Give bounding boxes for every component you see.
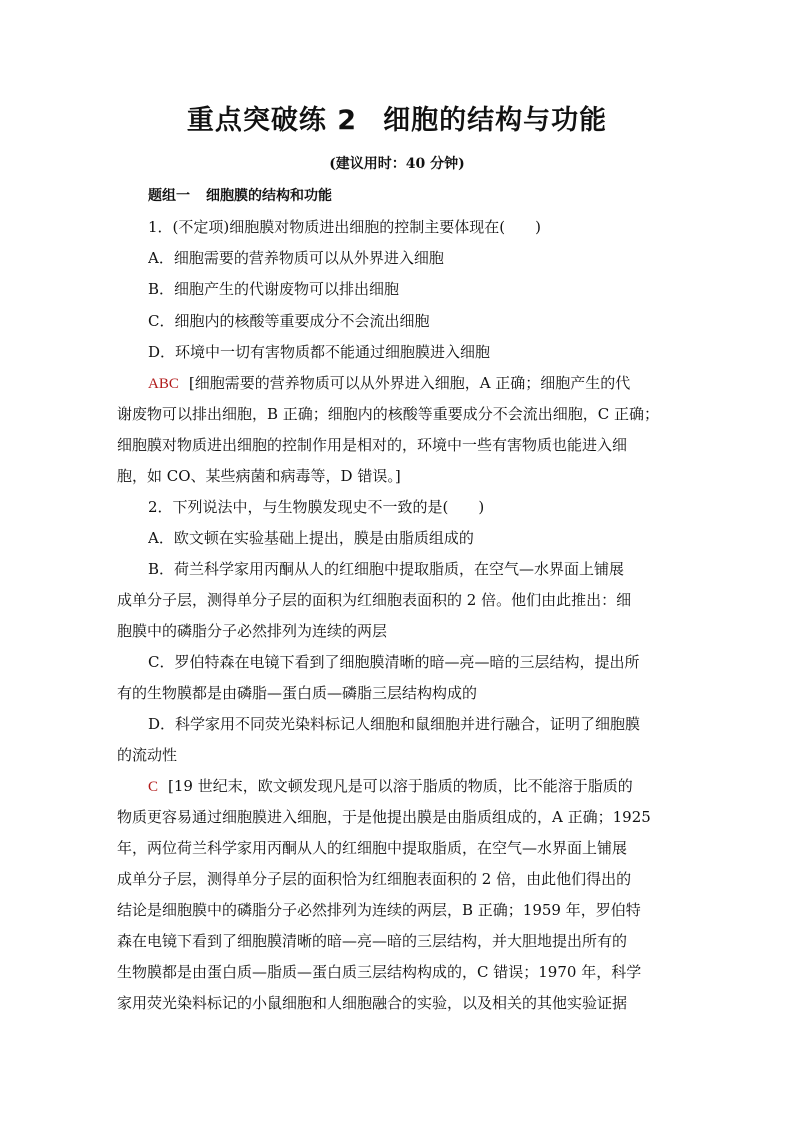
question-2-option-c-line-1: C．罗伯特森在电镜下看到了细胞膜清晰的暗—亮—暗的三层结构，提出所 — [148, 653, 640, 671]
title-part-2: 细胞的结构与功能 — [383, 105, 608, 136]
question-1-stem: 1．(不定项)细胞膜对物质进出细胞的控制主要体现在( ) — [148, 218, 541, 236]
question-1-explanation-line-4: 胞，如 CO、某些病菌和病毒等，D 错误。] — [117, 467, 401, 485]
suggested-time: (建议用时：40 分钟) — [329, 156, 465, 172]
question-2-explanation-line-2: 物质更容易通过细胞膜进入细胞，于是他提出膜是由脂质组成的，A 正确；1925 — [117, 808, 651, 826]
question-2-explanation-line-7: 生物膜都是由蛋白质—脂质—蛋白质三层结构构成的，C 错误；1970 年，科学 — [117, 963, 642, 981]
question-1-answer: ABC — [148, 376, 179, 392]
question-2-explanation-line-1: C [19 世纪末，欧文顿发现凡是可以溶于脂质的物质，比不能溶于脂质的 — [148, 777, 633, 795]
question-1-explanation-line-3: 细胞膜对物质进出细胞的控制作用是相对的，环境中一些有害物质也能进入细 — [117, 436, 628, 454]
group-label: 题组一 — [148, 188, 190, 204]
question-2-option-d-line-2: 的流动性 — [117, 746, 178, 764]
question-1-explanation-line-1: ABC [细胞需要的营养物质可以从外界进入细胞，A 正确；细胞产生的代 — [148, 374, 631, 392]
question-2-explanation-line-3: 年，两位荷兰科学家用丙酮从人的红细胞中提取脂质，在空气—水界面上铺展 — [117, 839, 628, 857]
question-2-answer: C — [148, 779, 159, 795]
question-2-option-a: A．欧文顿在实验基础上提出，膜是由脂质组成的 — [148, 529, 474, 547]
question-1-option-b: B．细胞产生的代谢废物可以排出细胞 — [148, 280, 400, 298]
question-2-option-c-line-2: 有的生物膜都是由磷脂—蛋白质—磷脂三层结构构成的 — [117, 684, 478, 702]
question-2-explanation-line-8: 家用荧光染料标记的小鼠细胞和人细胞融合的实验，以及相关的其他实验证据 — [117, 994, 628, 1012]
page-title — [0, 98, 794, 137]
question-1-option-d: D．环境中一切有害物质都不能通过细胞膜进入细胞 — [148, 343, 491, 361]
question-2-option-b-line-1: B．荷兰科学家用丙酮从人的红细胞中提取脂质，在空气—水界面上铺展 — [148, 560, 625, 578]
title-part-1: 重点突破练 2 — [186, 105, 358, 136]
question-2-explanation-line-6: 森在电镜下看到了细胞膜清晰的暗—亮—暗的三层结构，并大胆地提出所有的 — [117, 932, 628, 950]
question-1-option-a: A．细胞需要的营养物质可以从外界进入细胞 — [148, 249, 444, 267]
question-1-explanation-line-2: 谢废物可以排出细胞，B 正确；细胞内的核酸等重要成分不会流出细胞，C 正确； — [117, 405, 660, 423]
question-2-stem: 2．下列说法中，与生物膜发现史不一致的是( ) — [148, 498, 485, 516]
question-2-option-b-line-3: 胞膜中的磷脂分子必然排列为连续的两层 — [117, 622, 388, 640]
question-2-option-d-line-1: D．科学家用不同荧光染料标记人细胞和鼠细胞并进行融合，证明了细胞膜 — [148, 715, 641, 733]
group-heading — [148, 186, 678, 206]
question-1-option-c: C．细胞内的核酸等重要成分不会流出细胞 — [148, 312, 430, 330]
question-2-option-b-line-2: 成单分子层，测得单分子层的面积为红细胞表面积的 2 倍。他们由此推出：细 — [117, 591, 632, 609]
question-2-explanation-line-5: 结论是细胞膜中的磷脂分子必然排列为连续的两层，B 正确；1959 年，罗伯特 — [117, 901, 641, 919]
question-2-explanation-line-4: 成单分子层，测得单分子层的面积恰为红细胞表面积的 2 倍，由此他们得出的 — [117, 870, 632, 888]
group-name: 细胞膜的结构和功能 — [206, 188, 332, 204]
